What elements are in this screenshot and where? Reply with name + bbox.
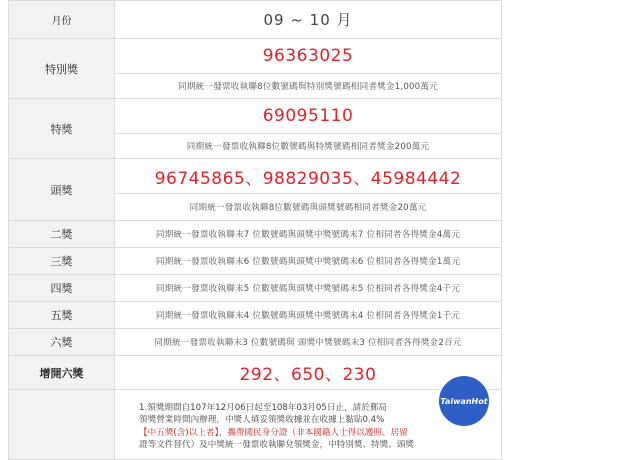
month-row [9,1,502,39]
first-prize-label: 頭獎 [9,159,115,221]
notes-label-cell [9,390,115,460]
third-prize-label: 三獎 [9,248,115,275]
sixth-prize-label: 六獎 [9,329,115,356]
extra-sixth-prize-label: 增開六獎 [9,356,115,390]
second-prize-row [9,221,502,248]
fifth-prize-label: 五獎 [9,302,115,329]
special-prize-number: 96363025 [115,39,502,74]
month-value: 09 ~ 10 月 [115,1,502,39]
month-label: 月份 [9,1,115,39]
extra-sixth-prize-numbers: 292、650、230 [115,356,502,390]
grand-prize-number: 69095110 [115,99,502,134]
second-prize-label: 二獎 [9,221,115,248]
notes-line-2: 領獎營業時間內辦理，中獎人填妥領獎收據並在收據上黏貼0.4% [139,415,385,425]
taiwanhot-logo: TaiwanHot [439,376,489,426]
grand-prize-desc: 同期統一發票收執聯8位數號碼與特獎號碼相同者獎金200萬元 [115,134,502,159]
grand-prize-number-row [9,99,502,134]
notes-row [9,390,502,460]
first-prize-desc: 同期統一發票收執聯8位數號碼與頭獎號碼相同者獎金20萬元 [115,194,502,221]
special-prize-desc: 同期統一發票收執聯8位數號碼與特別獎號碼相同者獎金1,000萬元 [115,74,502,99]
first-prize-numbers: 96745865、98829035、45984442 [115,159,502,194]
sixth-prize-desc: 同期統一發票收執聯末3 位數號碼與 頭獎中獎號碼末3 位相同者各得獎金2百元 [115,329,502,356]
grand-prize-label: 特獎 [9,99,115,159]
fifth-prize-row [9,302,502,329]
invoice-prize-table [8,0,502,460]
special-prize-number-row [9,39,502,74]
third-prize-desc: 同期統一發票收執聯末6 位數號碼與頭獎中獎號碼末6 位相同者各得獎金1萬元 [115,248,502,275]
third-prize-row [9,248,502,275]
fifth-prize-desc: 同期統一發票收執聯末4 位數號碼與頭獎中獎號碼末4 位相同者各得獎金1千元 [115,302,502,329]
sixth-prize-row [9,329,502,356]
notes-line-4: 證等文件替代）及中獎統一發票收執聯兌領獎金，中特別獎、特獎、頭獎 [139,440,415,450]
fourth-prize-row [9,275,502,302]
special-prize-label: 特別獎 [9,39,115,99]
notes-line-1: 1.領獎期間自107年12月06日起至108年03月05日止，請於郵局 [139,402,388,413]
fourth-prize-desc: 同期統一發票收執聯末5 位數號碼與頭獎中獎號碼末5 位相同者各得獎金4千元 [115,275,502,302]
second-prize-desc: 同期統一發票收執聯末7 位數號碼與頭獎中獎號碼末7 位相同者各得獎金4萬元 [115,221,502,248]
notes-line-3: 【中五獎(含)以上者】，攜帶國民身分證（非本國籍人士得以護照、居留 [139,427,408,438]
first-prize-number-row [9,159,502,194]
fourth-prize-label: 四獎 [9,275,115,302]
extra-sixth-prize-row [9,356,502,390]
